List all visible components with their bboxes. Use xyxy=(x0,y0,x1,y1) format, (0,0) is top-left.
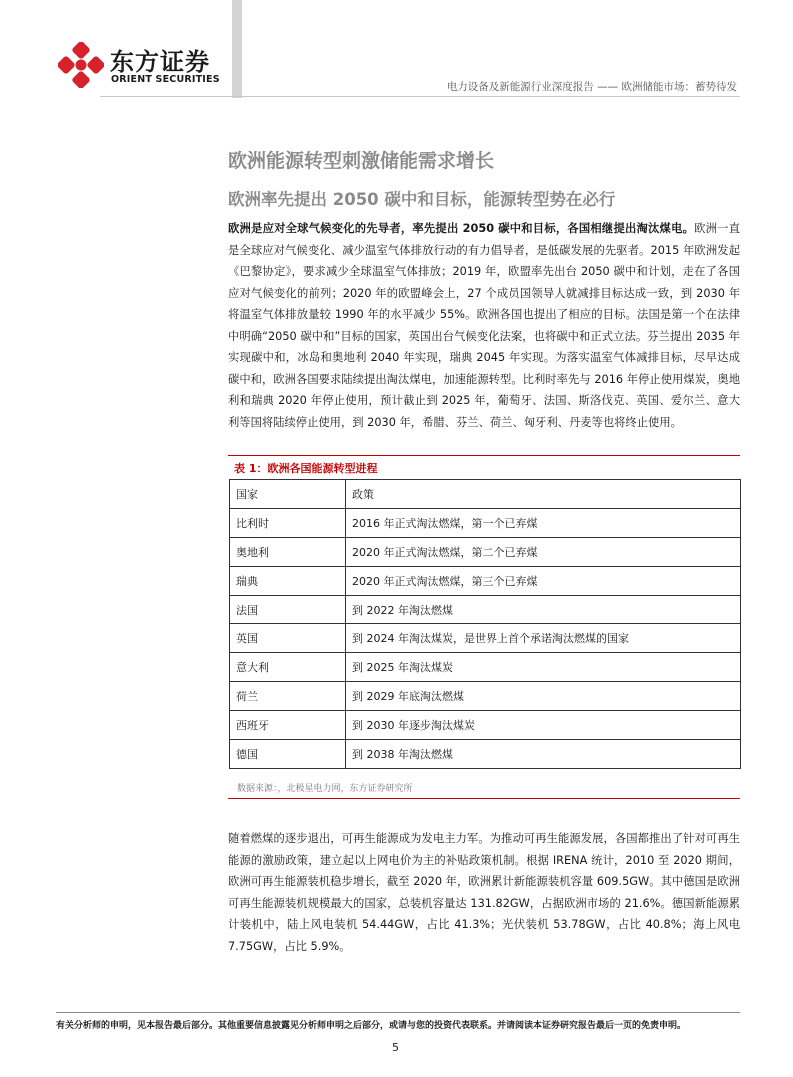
table-bottom-rule xyxy=(228,798,740,799)
table-cell-country: 荷兰 xyxy=(230,682,346,711)
table-cell-policy: 2016 年正式淘汰燃煤，第一个已弃煤 xyxy=(346,508,741,537)
energy-transition-table xyxy=(229,479,741,769)
table-row xyxy=(230,740,741,769)
table-cell-country: 瑞典 xyxy=(230,566,346,595)
table-cell-policy: 到 2030 年逐步淘汰煤炭 xyxy=(346,711,741,740)
table-source-note: 数据来源：，北极星电力网，东方证券研究所 xyxy=(237,784,413,794)
table-row xyxy=(230,566,741,595)
header-divider xyxy=(100,96,740,97)
page-number: 5 xyxy=(392,1041,399,1054)
table-top-rule xyxy=(228,455,740,456)
table-cell-policy: 2020 年正式淘汰燃煤，第三个已弃煤 xyxy=(346,566,741,595)
table-row xyxy=(230,682,741,711)
table-cell-country: 英国 xyxy=(230,624,346,653)
table-cell-policy: 到 2038 年淘汰燃煤 xyxy=(346,740,741,769)
section-subtitle: 欧洲率先提出 2050 碳中和目标，能源转型势在必行 xyxy=(228,190,616,209)
table-cell-country: 比利时 xyxy=(230,508,346,537)
table-row xyxy=(230,624,741,653)
table-cell-policy: 到 2025 年淘汰煤炭 xyxy=(346,653,741,682)
logo-english-name: ORIENT SECURITIES xyxy=(111,74,220,85)
table-cell-country: 法国 xyxy=(230,595,346,624)
table-cell-policy: 到 2024 年淘汰煤炭，是世界上首个承诺淘汰燃煤的国家 xyxy=(346,624,741,653)
orient-securities-logo xyxy=(58,42,238,92)
paragraph-1 xyxy=(228,218,740,433)
table-cell-policy: 到 2022 年淘汰燃煤 xyxy=(346,595,741,624)
table-cell-policy: 2020 年正式淘汰燃煤，第二个已弃煤 xyxy=(346,537,741,566)
paragraph-1-body: 欧洲一直是全球应对气候变化、减少温室气体排放行动的有力倡导者，是低碳发展的先驱者。2015 年欧洲发起《巴黎协定》，要求减少全球温室气体排放；2019 年，欧盟率先出台 2050 碳中和计划，走在了各国应对气候变化的前列；2020 年的欧盟峰会上，27 个成员国领导人就减排目标达成一致，到 2030 年将温室气体排放量较 1990 年的水平减少 55%。欧洲各国也提出了相应的目标。法国是第一个在法律中明确“2050 碳中和”目标的国家，英国出台气候变化法案，也将碳中和正式立法。芬兰提出 2035 年实现碳中和，冰岛和奥地利 2040 年实现，瑞典 2045 年实现。为落实温室气体减排目标，尽早达成碳中和，欧洲各国要求陆续提出淘汰煤电，加速能源转型。比利时率先与 2016 年停止使用煤炭，奥地利和瑞典 2020 年停止使用，预计截止到 2025 年，葡萄牙、法国、斯洛伐克、英国、爱尔兰、意大利等国将陆续停止使用，到 2030 年，希腊、芬兰、荷兰、匈牙利、丹麦等也将终止使用。 xyxy=(228,222,740,429)
table-cell-country: 奥地利 xyxy=(230,537,346,566)
orient-logo-icon xyxy=(58,42,104,88)
table-cell-policy: 到 2029 年底淘汰燃煤 xyxy=(346,682,741,711)
table-header-row xyxy=(230,480,741,509)
table-header-country: 国家 xyxy=(230,480,346,509)
report-header-title: 电力设备及新能源行业深度报告 —— 欧洲储能市场：蓄势待发 xyxy=(446,81,737,93)
table-cell-country: 西班牙 xyxy=(230,711,346,740)
footer-disclaimer: 有关分析师的申明，见本报告最后部分。其他重要信息披露见分析师申明之后部分，或请与您的投资代表联系。并请阅读本证券研究报告最后一页的免责申明。 xyxy=(56,1021,687,1031)
footer-divider xyxy=(56,1012,740,1013)
paragraph-1-lead: 欧洲是应对全球气候变化的先导者，率先提出 2050 碳中和目标，各国相继提出淘汰煤电。 xyxy=(228,222,695,235)
table-cell-country: 德国 xyxy=(230,740,346,769)
table-header-policy: 政策 xyxy=(346,480,741,509)
table-cell-country: 意大利 xyxy=(230,653,346,682)
table-row xyxy=(230,595,741,624)
table-row xyxy=(230,653,741,682)
table-caption: 表 1：欧洲各国能源转型进程 xyxy=(234,462,378,475)
logo-chinese-name: 东方证券 xyxy=(110,48,210,76)
table-row xyxy=(230,711,741,740)
table-row xyxy=(230,508,741,537)
table-row xyxy=(230,537,741,566)
section-title: 欧洲能源转型刺激储能需求增长 xyxy=(228,150,495,172)
paragraph-2: 随着燃煤的逐步退出，可再生能源成为发电主力军。为推动可再生能源发展，各国都推出了针对可再生能源的激励政策，建立起以上网电价为主的补贴政策机制。根据 IRENA 统计，2010 至 2020 期间，欧洲可再生能源装机稳步增长，截至 2020 年，欧洲累计新能源装机容量 609.5GW。其中德国是欧洲可再生能源装机规模最大的国家，总装机容量达 131.82GW，占据欧洲市场的 21.6%。德国新能源累计装机中，陆上风电装机 54.44GW，占比 41.3%；光伏装机 53.78GW，占比 40.8%；海上风电 7.75GW，占比 5.9%。 xyxy=(228,832,740,953)
